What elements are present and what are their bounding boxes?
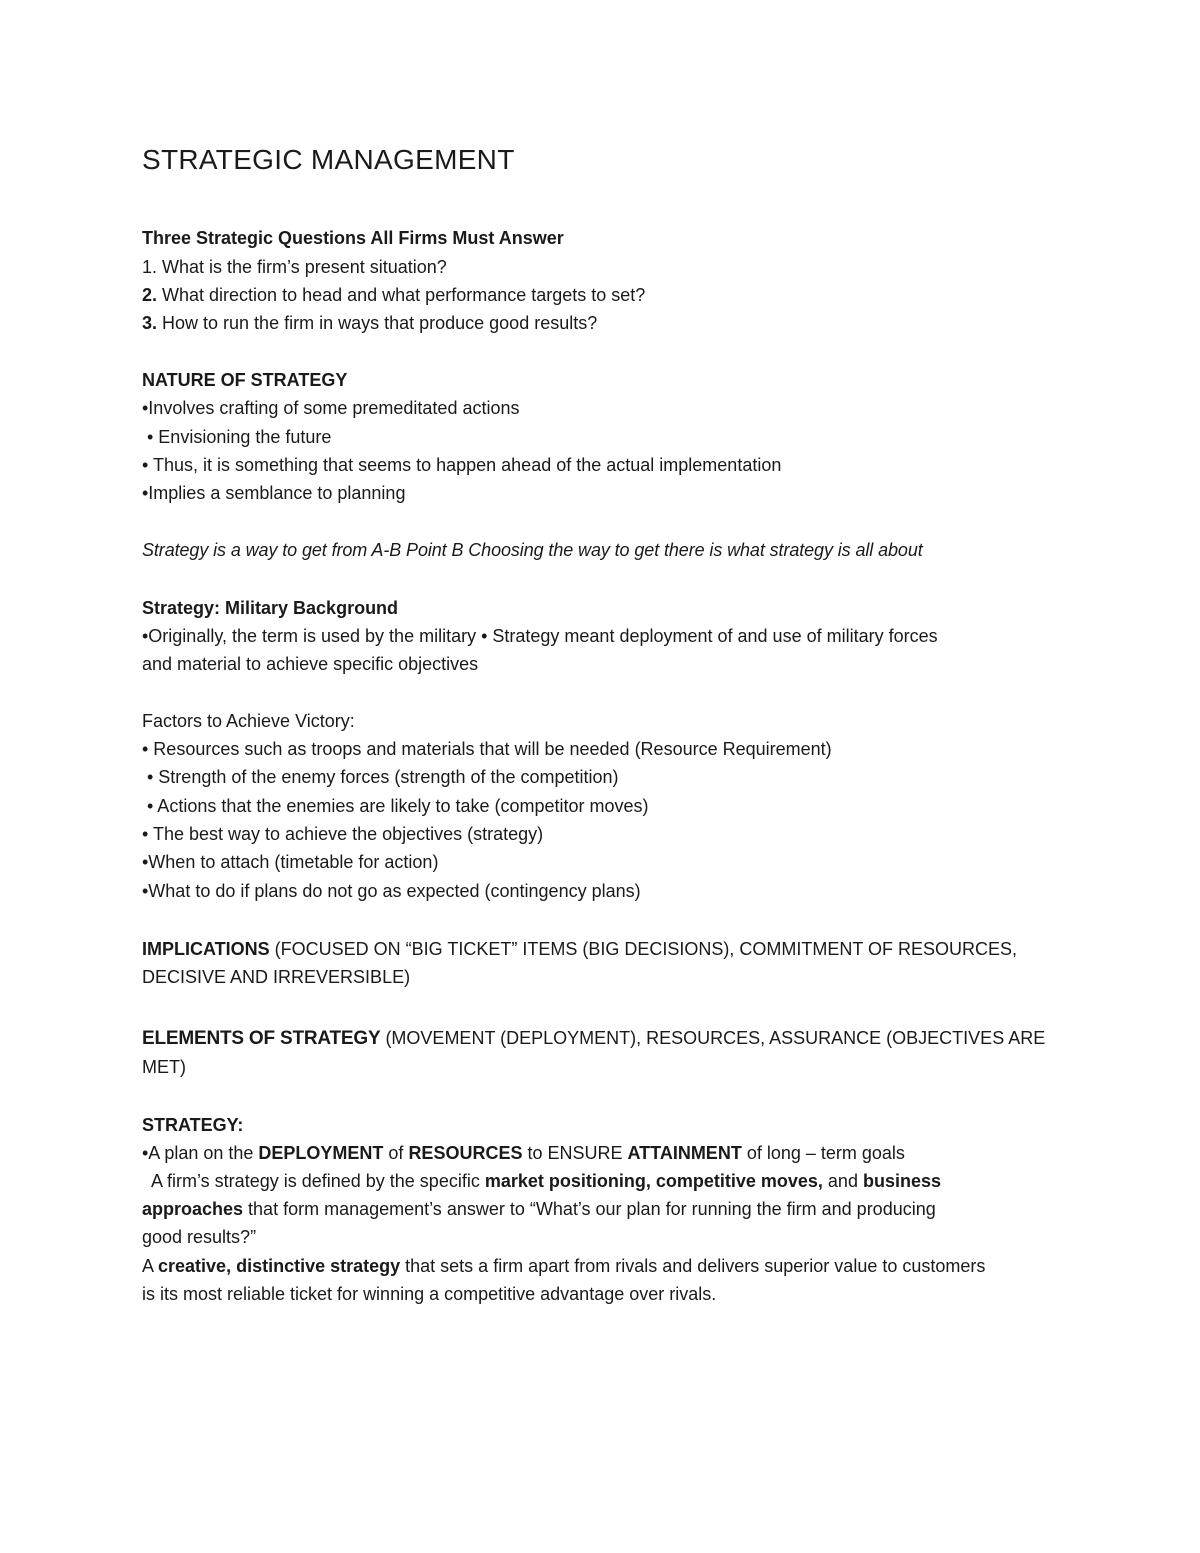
elements-label: ELEMENTS OF STRATEGY <box>142 1028 381 1049</box>
elements-text: (MOVEMENT (DEPLOYMENT), RESOURCES, ASSURANCE (OBJECTIVES ARE <box>380 1028 1046 1048</box>
question-text: What direction to head and what performance targets to set? <box>157 285 646 305</box>
question-number: 1. <box>142 257 158 277</box>
question-number: 2. <box>142 285 158 305</box>
strategy-text-line <box>142 1195 936 1223</box>
question-text: What is the firm’s present situation? <box>157 257 447 277</box>
text-run: of <box>383 1143 409 1163</box>
strategy-text-line <box>142 1167 941 1195</box>
strategy-text-line: is its most reliable ticket for winning a competitive advantage over rivals. <box>142 1284 717 1304</box>
implications-line: DECISIVE AND IRREVERSIBLE) <box>142 967 411 987</box>
strategy-text-line <box>142 1139 905 1167</box>
text-run: of long – term goals <box>741 1143 905 1163</box>
question-number: 3. <box>142 313 158 333</box>
nature-item: • Thus, it is something that seems to happen ahead of the actual implementation <box>142 455 782 475</box>
military-heading: Strategy: Military Background <box>142 598 399 618</box>
implications-line <box>142 935 1017 963</box>
text-run: approaches <box>142 1199 244 1219</box>
text-run: that sets a firm apart from rivals and delivers superior value to customers <box>400 1256 986 1276</box>
text-run: ATTAINMENT <box>627 1143 742 1163</box>
factor-item: • The best way to achieve the objectives (strategy) <box>142 824 544 844</box>
text-run: and <box>822 1171 863 1191</box>
elements-line <box>142 1024 1045 1053</box>
strategy-quote: Strategy is a way to get from A-B Point B Choosing the way to get there is what strategy is all about <box>142 540 923 560</box>
question-text: How to run the firm in ways that produce good results? <box>157 313 598 333</box>
text-run: to ENSURE <box>522 1143 628 1163</box>
questions-heading: Three Strategic Questions All Firms Must Answer <box>142 228 564 248</box>
factor-item: •When to attach (timetable for action) <box>142 852 439 872</box>
strategy-text-line: good results?” <box>142 1227 257 1247</box>
text-run: DEPLOYMENT <box>258 1143 384 1163</box>
strategy-heading: STRATEGY: <box>142 1115 244 1135</box>
text-run: business <box>862 1171 941 1191</box>
military-text-line: and material to achieve specific objectives <box>142 654 479 674</box>
text-run: that form management’s answer to “What’s our plan for running the firm and producing <box>243 1199 936 1219</box>
factor-item: •What to do if plans do not go as expected (contingency plans) <box>142 881 641 901</box>
question-item <box>142 309 597 337</box>
strategy-text-line <box>142 1252 985 1280</box>
page-title: STRATEGIC MANAGEMENT <box>142 144 515 175</box>
nature-item: • Envisioning the future <box>142 427 332 447</box>
question-item <box>142 281 645 309</box>
text-run: RESOURCES <box>408 1143 523 1163</box>
nature-item: •Implies a semblance to planning <box>142 483 406 503</box>
nature-item: •Involves crafting of some premeditated actions <box>142 398 520 418</box>
factors-heading: Factors to Achieve Victory: <box>142 711 355 731</box>
implications-label: IMPLICATIONS <box>142 939 270 959</box>
nature-heading: NATURE OF STRATEGY <box>142 370 348 390</box>
text-run: market positioning, competitive moves, <box>484 1171 823 1191</box>
factor-item: • Resources such as troops and materials that will be needed (Resource Requirement) <box>142 739 832 759</box>
military-text-line: •Originally, the term is used by the military • Strategy meant deployment of and use of military forces <box>142 626 938 646</box>
text-run: A <box>142 1256 159 1276</box>
implications-text: (FOCUSED ON “BIG TICKET” ITEMS (BIG DECISIONS), COMMITMENT OF RESOURCES, <box>269 939 1018 959</box>
question-item <box>142 253 447 281</box>
text-run: creative, distinctive strategy <box>158 1256 401 1276</box>
factor-item: • Strength of the enemy forces (strength of the competition) <box>142 767 619 787</box>
elements-line: MET) <box>142 1057 186 1077</box>
factor-item: • Actions that the enemies are likely to take (competitor moves) <box>142 796 649 816</box>
text-run: A firm’s strategy is defined by the specific <box>142 1171 485 1191</box>
text-run: •A plan on the <box>142 1143 259 1163</box>
